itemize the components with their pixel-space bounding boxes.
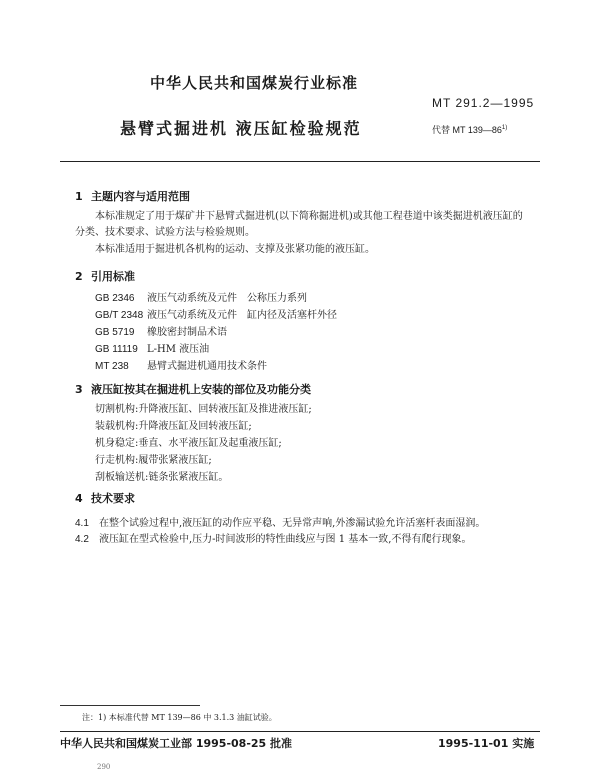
reference-item xyxy=(95,307,337,324)
reference-code: GB 5719 xyxy=(95,327,135,338)
section-3-heading xyxy=(75,381,311,397)
classification-list xyxy=(95,401,312,486)
section-title: 主题内容与适用范围 xyxy=(91,190,190,203)
replaces-footnote-mark: 1) xyxy=(501,125,508,131)
section-title: 引用标准 xyxy=(91,270,135,283)
footer-rule xyxy=(60,731,540,732)
section-4-heading xyxy=(75,490,135,506)
classification-item: 行走机构:履带张紧液压缸; xyxy=(95,455,212,466)
reference-item xyxy=(95,341,337,358)
page-number: 290 xyxy=(97,763,111,771)
reference-item xyxy=(95,290,337,307)
section-title: 技术要求 xyxy=(91,492,135,505)
section-number: 4 xyxy=(75,492,83,505)
reference-name: 液压气动系统及元件 缸内径及活塞杆外径 xyxy=(147,310,337,321)
classification-item: 装载机构:升降液压缸及回转液压缸; xyxy=(95,421,252,432)
reference-code: GB 11119 xyxy=(95,344,138,355)
footnote-rule xyxy=(60,705,200,706)
replaces-text: 代替 MT 139—86 xyxy=(432,125,502,135)
reference-code: GB 2346 xyxy=(95,293,135,304)
document-title: 悬臂式掘进机 液压缸检验规范 xyxy=(120,119,362,138)
reference-name: L-HM 液压油 xyxy=(147,344,210,355)
section-1-paragraph-1: 本标准规定了用于煤矿井下悬臂式掘进机(以下简称掘进机)或其他工程巷道中该类掘进机液压缸的分类、技术要求、试验方法与检验规则。 xyxy=(75,211,523,238)
section-number: 1 xyxy=(75,190,83,203)
clause-number: 4.2 xyxy=(75,534,89,545)
section-1-heading xyxy=(75,188,190,204)
reference-code: MT 238 xyxy=(95,361,129,372)
standard-number: MT 291.2—1995 xyxy=(432,96,535,110)
implementation-date: 1995-11-01 实施 xyxy=(438,737,535,750)
reference-name: 液压气动系统及元件 公称压力系列 xyxy=(147,293,307,304)
classification-item: 机身稳定:垂直、水平液压缸及起重液压缸; xyxy=(95,438,282,449)
section-title: 液压缸按其在掘进机上安装的部位及功能分类 xyxy=(91,383,311,396)
classification-item: 刮板输送机:链条张紧液压缸。 xyxy=(95,472,229,483)
clause-number: 4.1 xyxy=(75,518,89,529)
issuing-authority: 中华人民共和国煤炭行业标准 xyxy=(150,74,359,92)
reference-list xyxy=(95,290,337,375)
clause-4-1 xyxy=(75,514,485,529)
reference-item xyxy=(95,358,337,375)
section-2-heading xyxy=(75,268,135,284)
clause-text: 在整个试验过程中,液压缸的动作应平稳、无异常声响,外渗漏试验允许活塞杆表面湿润。 xyxy=(99,518,486,529)
clause-4-2 xyxy=(75,530,471,545)
reference-name: 橡胶密封制品术语 xyxy=(147,327,227,338)
replaces-note xyxy=(432,123,507,136)
reference-item xyxy=(95,324,337,341)
section-number: 2 xyxy=(75,270,83,283)
header-rule xyxy=(60,161,540,162)
section-number: 3 xyxy=(75,383,83,396)
footnote: 注：1) 本标准代替 MT 139—86 中 3.1.3 油缸试验。 xyxy=(82,713,277,722)
reference-code: GB/T 2348 xyxy=(95,310,144,321)
approval-statement: 中华人民共和国煤炭工业部 1995-08-25 批准 xyxy=(60,737,293,750)
clause-text: 液压缸在型式检验中,压力-时间波形的特性曲线应与图 1 基本一致,不得有爬行现象。 xyxy=(99,534,472,545)
reference-name: 悬臂式掘进机通用技术条件 xyxy=(147,361,267,372)
classification-item: 切割机构:升降液压缸、回转液压缸及推进液压缸; xyxy=(95,404,312,415)
section-1-paragraph-2: 本标准适用于掘进机各机构的运动、支撑及张紧功能的液压缸。 xyxy=(95,244,375,255)
